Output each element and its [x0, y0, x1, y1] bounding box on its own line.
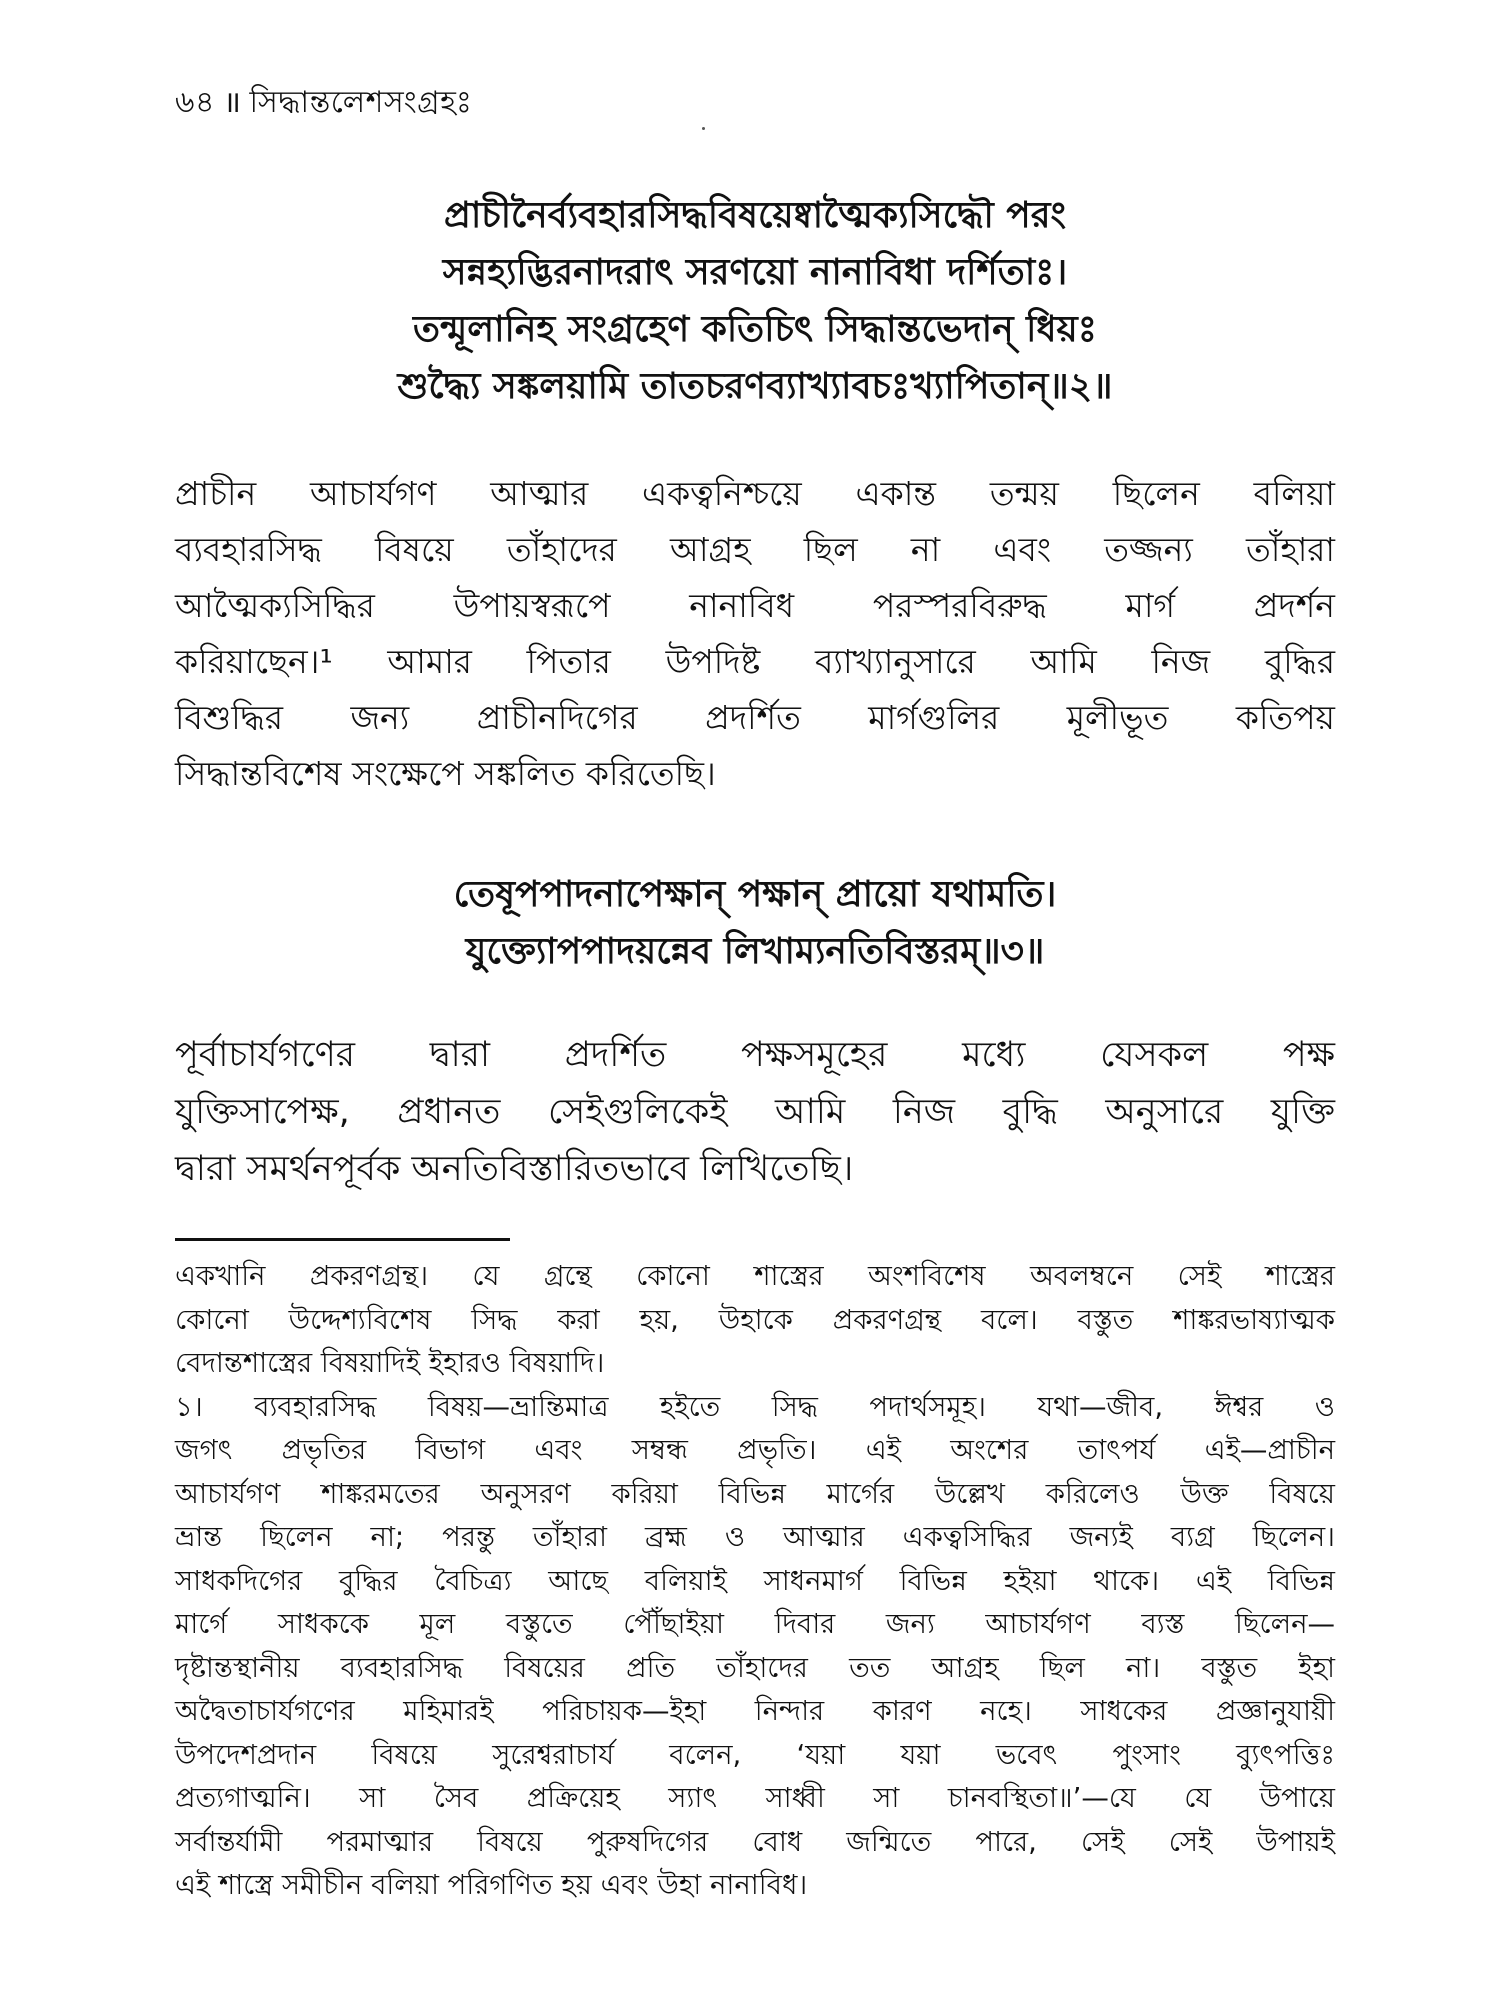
footnote-line: সর্বান্তর্যামী পরমাত্মার বিষয়ে পুরুষদিগের বোধ জন্মিতে পারে, সেই সেই উপায়ই: [175, 1825, 1335, 1858]
verse-line: প্রাচীনৈর্ব্যবহারসিদ্ধবিষয়েষ্বাত্মৈক্যসিদ্ধৌ পরং: [443, 195, 1067, 236]
prose-line: যুক্তিসাপেক্ষ, প্রধানত সেইগুলিকেই আমি নিজ বুদ্ধি অনুসারে যুক্তি: [175, 1092, 1335, 1132]
footnote-line: ভ্রান্ত ছিলেন না; পরন্তু তাঁহারা ব্রহ্ম ও আত্মার একত্বসিদ্ধির জন্যই ব্যগ্র ছিলেন।: [175, 1521, 1335, 1553]
footnote-line: সাধকদিগের বুদ্ধির বৈচিত্র্য আছে বলিয়াই সাধনমার্গ বিভিন্ন হইয়া থাকে। এই বিভিন্ন: [175, 1564, 1335, 1597]
verse-line: শুদ্ধ্যৈ সঙ্কলয়ামি তাতচরণব্যাখ্যাবচঃখ্যাপিতান্॥২॥: [397, 366, 1113, 407]
footnote-line: উপদেশপ্রদান বিষয়ে সুরেশ্বরাচার্য বলেন, ‘যয়া যয়া ভবেৎ পুংসাং ব্যুৎপত্তিঃ: [175, 1738, 1335, 1771]
prose-line: করিয়াছেন।¹ আমার পিতার উপদিষ্ট ব্যাখ্যানুসারে আমি নিজ বুদ্ধির: [175, 642, 1335, 681]
book-title: সিদ্ধান্তলেশসংগ্রহঃ: [249, 85, 473, 120]
footnote-line: দৃষ্টান্তস্থানীয় ব্যবহারসিদ্ধ বিষয়ের প্রতি তাঁহাদের তত আগ্রহ ছিল না। বস্তুত ইহা: [175, 1651, 1335, 1684]
footnote-line: বেদান্তশাস্ত্রের বিষয়াদিই ইহারও বিষয়াদি।: [175, 1347, 605, 1379]
prose-line: ব্যবহারসিদ্ধ বিষয়ে তাঁহাদের আগ্রহ ছিল না এবং তজ্জন্য তাঁহারা: [175, 530, 1335, 569]
prose-line: প্রাচীন আচার্যগণ আত্মার একত্বনিশ্চয়ে একান্ত তন্ময় ছিলেন বলিয়া: [175, 474, 1335, 513]
running-header: [175, 78, 472, 129]
footnote-line: এই শাস্ত্রে সমীচীন বলিয়া পরিগণিত হয় এবং উহা নানাবিধ।: [175, 1869, 808, 1901]
verse-line: তন্মূলানিহ সংগ্রহেণ কতিচিৎ সিদ্ধান্তভেদান্ ধিয়ঃ: [413, 309, 1097, 350]
footnote-line: অদ্বৈতাচার্যগণের মহিমারই পরিচায়ক—ইহা নিন্দার কারণ নহে। সাধকের প্রজ্ঞানুযায়ী: [175, 1695, 1335, 1727]
verse-line: যুক্ত্যোপপাদয়ন্নেব লিখাম্যনতিবিস্তরম্॥৩॥: [465, 931, 1045, 972]
footnote-line: কোনো উদ্দেশ্যবিশেষ সিদ্ধ করা হয়, উহাকে প্রকরণগ্রন্থ বলে। বস্তুত শাঙ্করভাষ্যাত্মক: [175, 1303, 1335, 1336]
page-number: ৬৪: [175, 85, 215, 120]
footnote-line: জগৎ প্রভৃতির বিভাগ এবং সম্বন্ধ প্রভৃতি। এই অংশের তাৎপর্য এই—প্রাচীন: [175, 1434, 1335, 1466]
verse-3: [175, 866, 1335, 980]
header-separator: ॥: [222, 85, 242, 120]
verse-line: তেষূপপাদনাপেক্ষান্ পক্ষান্ প্রায়ো যথামতি।: [453, 874, 1057, 915]
prose-line: দ্বারা সমর্থনপূর্বক অনতিবিস্তারিতভাবে লিখিতেছি।: [175, 1149, 854, 1189]
footnote-line: আচার্যগণ শাঙ্করমতের অনুসরণ করিয়া বিভিন্ন মার্গের উল্লেখ করিলেও উক্ত বিষয়ে: [175, 1477, 1335, 1510]
verse-2: [175, 187, 1335, 415]
prose-line: আত্মৈক্যসিদ্ধির উপায়স্বরূপে নানাবিধ পরস্পরবিরুদ্ধ মার্গ প্রদর্শন: [175, 586, 1335, 625]
verse-line: সন্নহ্যদ্ভিরনাদরাৎ সরণয়ো নানাবিধা দর্শিতাঃ।: [442, 252, 1068, 293]
footnote-line: মার্গে সাধককে মূল বস্তুতে পৌঁছাইয়া দিবার জন্য আচার্যগণ ব্যস্ত ছিলেন—: [175, 1608, 1335, 1640]
footnote-line: প্রত্যগাত্মনি। সা সৈব প্রক্রিয়েহ স্যাৎ সাধ্বী সা চানবস্থিতা॥’—যে যে উপায়ে: [175, 1782, 1335, 1814]
translation-verse-3: [175, 1027, 1335, 1198]
footnote-line: একখানি প্রকরণগ্রন্থ। যে গ্রন্থে কোনো শাস্ত্রের অংশবিশেষ অবলম্বনে সেই শাস্ত্রের: [175, 1260, 1335, 1292]
translation-verse-2: [175, 466, 1335, 802]
footnote-divider: [175, 1238, 510, 1241]
print-speck: [702, 127, 705, 130]
prose-line: সিদ্ধান্তবিশেষ সংক্ষেপে সঙ্কলিত করিতেছি।: [175, 754, 716, 793]
footnotes: [175, 1255, 1335, 1908]
prose-line: বিশুদ্ধির জন্য প্রাচীনদিগের প্রদর্শিত মার্গগুলির মূলীভূত কতিপয়: [175, 698, 1335, 737]
footnote-line: ১। ব্যবহারসিদ্ধ বিষয়—ভ্রান্তিমাত্র হইতে সিদ্ধ পদার্থসমূহ। যথা—জীব, ঈশ্বর ও: [175, 1390, 1335, 1423]
prose-line: পূর্বাচার্যগণের দ্বারা প্রদর্শিত পক্ষসমূহের মধ্যে যেসকল পক্ষ: [175, 1035, 1335, 1075]
